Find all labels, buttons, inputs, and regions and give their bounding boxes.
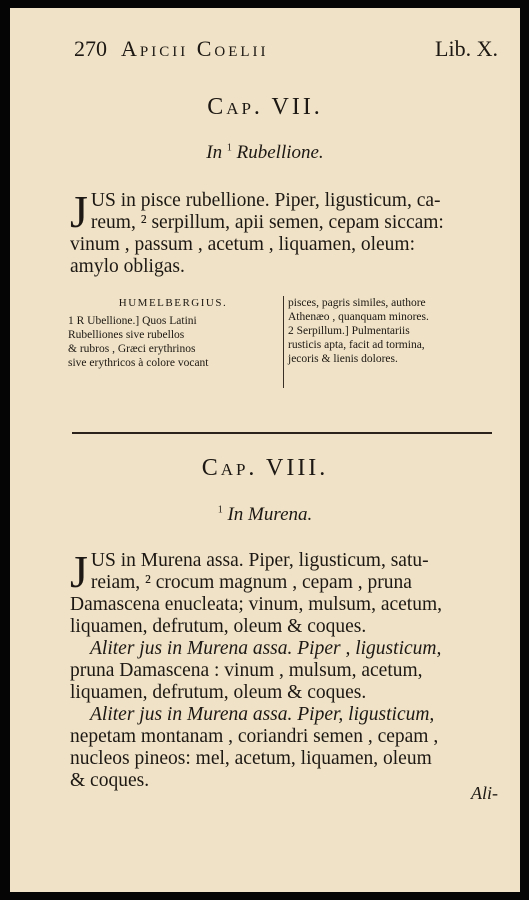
note-line: rusticis apta, facit ad tormina, [288, 339, 425, 351]
note-line: sive erythricos à colore vocant [68, 357, 209, 369]
text-line: Damascena enucleata; vinum, mulsum, acetum, [70, 594, 442, 615]
column-rule [283, 296, 284, 388]
text-line: liquamen, defrutum, oleum & coques. [70, 616, 367, 637]
note-line: jecoris & lienis dolores. [288, 353, 398, 365]
footnotes-heading: HUMELBERGIUS. [118, 297, 228, 309]
section-divider [72, 432, 492, 434]
chapter-8-heading: Cap. VIII. [201, 455, 329, 481]
text-line: US in Murena assa. Piper, ligusticum, satu- [90, 550, 429, 571]
chapter-8-title [10, 504, 520, 526]
note-line: Rubelliones sive rubellos [68, 329, 185, 341]
text-line: US in pisce rubellione. Piper, ligusticum, ca- [90, 190, 441, 211]
text-line: nucleos pineos: mel, acetum, liquamen, oleum [70, 748, 432, 769]
page-number: 270 [74, 36, 107, 61]
chapter-7-title-prefix: In [206, 142, 223, 163]
text-line: nepetam montanam , coriandri semen , cepam , [70, 726, 439, 747]
text-line: Aliter jus in Murena assa. Piper, ligusticum, [90, 704, 435, 725]
text-line: amylo obligas. [70, 256, 185, 277]
footnotes [68, 296, 508, 391]
chapter-7-title-note: 1 [226, 142, 232, 154]
text-line: reiam, ² crocum magnum , cepam , pruna [90, 572, 412, 593]
text-line: reum, ² serpillum, apii semen, cepam siccam: [90, 212, 444, 233]
chapter-7-text [70, 186, 498, 278]
drop-cap: J [70, 546, 88, 597]
note-line: Athenæo , quanquam minores. [288, 311, 429, 323]
chapter-8-title-name: In Murena. [227, 504, 313, 525]
note-line: 1 R Ubellione.] Quos Latini [68, 315, 197, 327]
footnotes-right-column [288, 296, 506, 366]
running-header [74, 36, 498, 62]
note-line: 2 Serpillum.] Pulmentariis [288, 325, 410, 337]
catchword: Ali- [471, 783, 498, 803]
running-title: Apicii Coelii [121, 36, 269, 61]
chapter-8-text [70, 546, 498, 792]
chapter-7-title [10, 142, 520, 164]
text-line: liquamen, defrutum, oleum & coques. [70, 682, 367, 703]
text-line: vinum , passum , acetum , liquamen, oleum: [70, 234, 415, 255]
chapter-8-title-note: 1 [217, 504, 223, 516]
note-line: pisces, pagris similes, authore [288, 297, 426, 309]
text-line: Aliter jus in Murena assa. Piper , ligusticum, [90, 638, 442, 659]
note-line: & rubros , Græci erythrinos [68, 343, 196, 355]
chapter-7-title-name: Rubellione. [236, 142, 324, 163]
footnotes-left-column [68, 296, 278, 370]
chapter-7-heading: Cap. VII. [207, 94, 323, 120]
book-number: Lib. X. [435, 36, 498, 61]
text-line: pruna Damascena : vinum , mulsum, acetum, [70, 660, 423, 681]
book-page [10, 8, 520, 892]
text-line: & coques. [70, 770, 150, 791]
drop-cap: J [70, 186, 88, 237]
